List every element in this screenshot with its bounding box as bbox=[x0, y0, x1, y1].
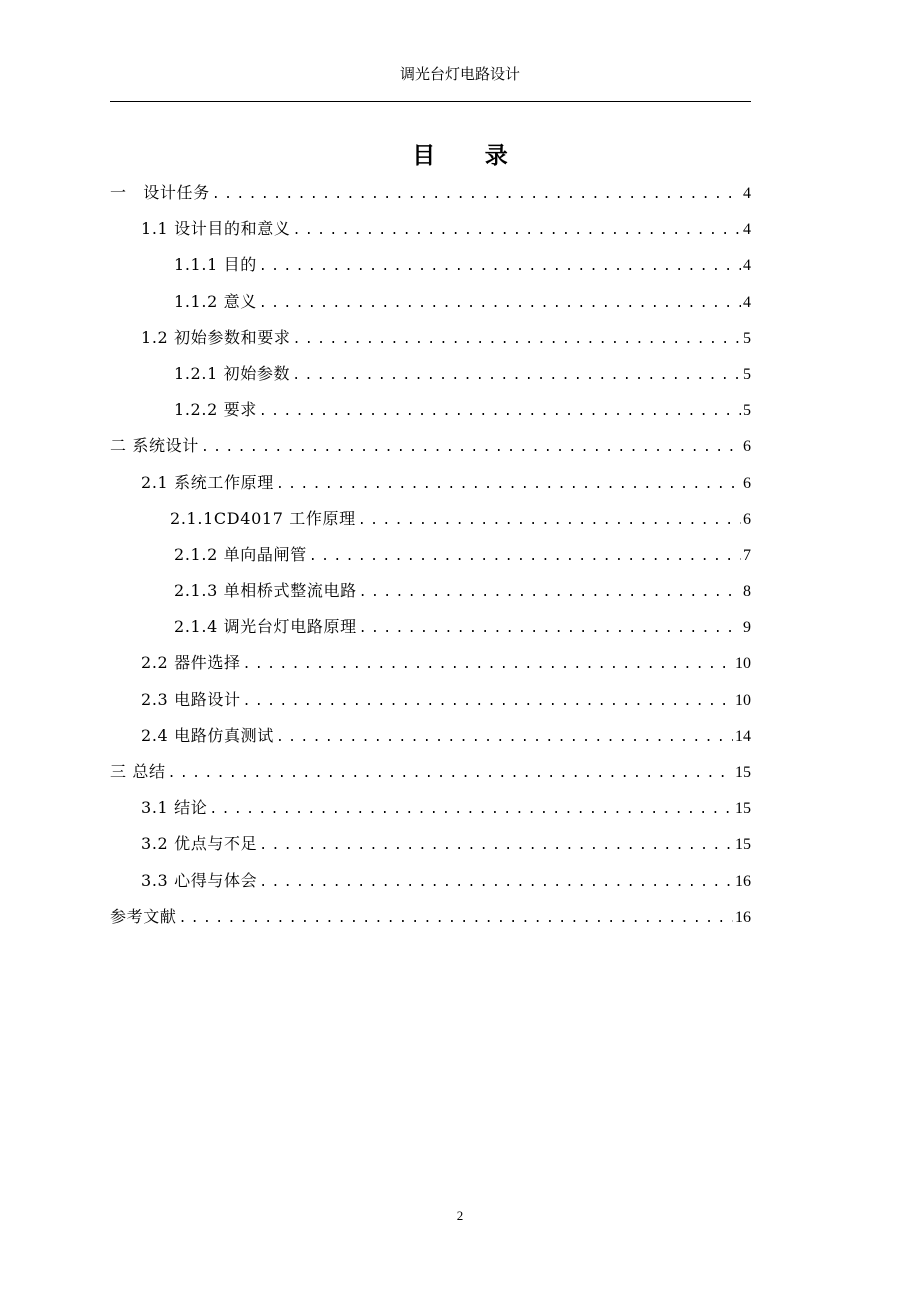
toc-leader-dots bbox=[276, 477, 741, 492]
toc-entry-label: 1.2.2 要求 bbox=[174, 400, 257, 420]
toc-entry-page: 5 bbox=[743, 329, 751, 347]
toc-entry-label: 3.1 结论 bbox=[141, 798, 208, 818]
toc-leader-dots bbox=[276, 730, 733, 745]
toc-entry[interactable] bbox=[110, 614, 751, 650]
toc-entry-page: 15 bbox=[735, 800, 751, 818]
toc-entry-page: 10 bbox=[735, 655, 751, 673]
toc-entry-page: 16 bbox=[735, 908, 751, 926]
toc-entry[interactable] bbox=[110, 325, 751, 361]
toc-entry-label: 3.2 优点与不足 bbox=[141, 834, 258, 854]
toc-leader-dots bbox=[359, 621, 741, 636]
toc-leader-dots bbox=[259, 296, 741, 311]
toc-leader-dots bbox=[259, 838, 733, 853]
toc-leader-dots bbox=[201, 440, 741, 455]
toc-entry-page: 8 bbox=[743, 583, 751, 601]
toc-leader-dots bbox=[259, 875, 733, 890]
toc-entry-label: 1.1.1 目的 bbox=[174, 255, 257, 275]
toc-entry-label: 二 系统设计 bbox=[110, 436, 199, 456]
toc-entry-label: 一 设计任务 bbox=[110, 183, 210, 202]
toc-entry-label: 2.3 电路设计 bbox=[141, 689, 241, 709]
toc-entry-label: 3.3 心得与体会 bbox=[141, 870, 258, 890]
toc-entry-page: 4 bbox=[743, 221, 751, 239]
toc-entry[interactable] bbox=[110, 687, 751, 723]
toc-entry-label: 参考文献 bbox=[110, 906, 177, 926]
toc-entry[interactable] bbox=[110, 289, 751, 325]
toc-entry[interactable] bbox=[110, 831, 751, 867]
toc-leader-dots bbox=[358, 513, 741, 528]
toc-entry-page: 14 bbox=[735, 727, 751, 745]
toc-leader-dots bbox=[209, 802, 733, 817]
toc-entry-label: 2.2 器件选择 bbox=[141, 653, 241, 673]
toc-leader-dots bbox=[293, 332, 741, 347]
toc-entry-label: 2.4 电路仿真测试 bbox=[141, 725, 274, 745]
header-divider bbox=[110, 101, 751, 102]
toc-entry[interactable] bbox=[110, 470, 751, 506]
toc-entry[interactable] bbox=[110, 542, 751, 578]
toc-leader-dots bbox=[212, 187, 741, 202]
toc-entry-page: 6 bbox=[743, 474, 751, 492]
toc-entry[interactable] bbox=[110, 650, 751, 686]
toc-entry-label: 1.2.1 初始参数 bbox=[174, 363, 291, 383]
toc-heading: 目 录 bbox=[412, 143, 529, 169]
toc-leader-dots bbox=[309, 549, 741, 564]
toc-entry-label: 三 总结 bbox=[110, 762, 166, 781]
toc-leader-dots bbox=[243, 657, 733, 672]
toc-entry-page: 4 bbox=[743, 185, 751, 202]
toc-entry[interactable] bbox=[110, 795, 751, 831]
toc-entry[interactable] bbox=[110, 904, 751, 940]
toc-leader-dots bbox=[168, 766, 733, 781]
toc-entry-page: 5 bbox=[743, 365, 751, 383]
toc-leader-dots bbox=[179, 911, 733, 926]
toc-entry-page: 4 bbox=[743, 257, 751, 275]
toc-leader-dots bbox=[243, 694, 733, 709]
toc-entry[interactable] bbox=[110, 252, 751, 288]
page-number: 2 bbox=[456, 1208, 464, 1223]
toc-leader-dots bbox=[293, 223, 741, 238]
toc-entry-label: 2.1.4 调光台灯电路原理 bbox=[174, 617, 357, 637]
toc-entry-page: 7 bbox=[743, 546, 751, 564]
toc-entry-label: 1.1 设计目的和意义 bbox=[141, 219, 291, 239]
toc-entry-page: 16 bbox=[735, 872, 751, 890]
toc-leader-dots bbox=[359, 585, 741, 600]
toc-entry[interactable] bbox=[110, 361, 751, 397]
toc-entry-label: 1.2 初始参数和要求 bbox=[141, 327, 291, 347]
toc-entry-page: 6 bbox=[743, 510, 751, 528]
toc-entry-label: 1.1.2 意义 bbox=[174, 291, 257, 311]
toc-entry[interactable] bbox=[110, 759, 751, 795]
toc-entry[interactable] bbox=[110, 506, 751, 542]
toc-entry[interactable] bbox=[110, 216, 751, 252]
toc-entry-page: 6 bbox=[743, 438, 751, 456]
toc-entry-page: 15 bbox=[735, 764, 751, 781]
toc-entry[interactable] bbox=[110, 578, 751, 614]
toc-entry-page: 15 bbox=[735, 836, 751, 854]
toc-entry-label: 2.1 系统工作原理 bbox=[141, 472, 274, 492]
toc-entry-page: 5 bbox=[743, 402, 751, 420]
toc-entry[interactable] bbox=[110, 868, 751, 904]
toc-entry-label: 2.1.2 单向晶闸管 bbox=[174, 544, 307, 564]
toc-entry-page: 10 bbox=[735, 691, 751, 709]
toc-entry-label: 2.1.1CD4017 工作原理 bbox=[170, 508, 356, 528]
toc-entry[interactable] bbox=[110, 397, 751, 433]
toc-entry[interactable] bbox=[110, 433, 751, 469]
toc-entry-label: 2.1.3 单相桥式整流电路 bbox=[174, 581, 357, 601]
toc-entry[interactable] bbox=[110, 180, 751, 216]
running-header-title: 调光台灯电路设计 bbox=[399, 65, 520, 83]
toc-entry-page: 9 bbox=[743, 619, 751, 637]
toc-leader-dots bbox=[259, 404, 741, 419]
toc-leader-dots bbox=[259, 259, 741, 274]
table-of-contents bbox=[110, 180, 751, 940]
toc-entry[interactable] bbox=[110, 723, 751, 759]
toc-entry-page: 4 bbox=[743, 293, 751, 311]
toc-leader-dots bbox=[292, 368, 741, 383]
